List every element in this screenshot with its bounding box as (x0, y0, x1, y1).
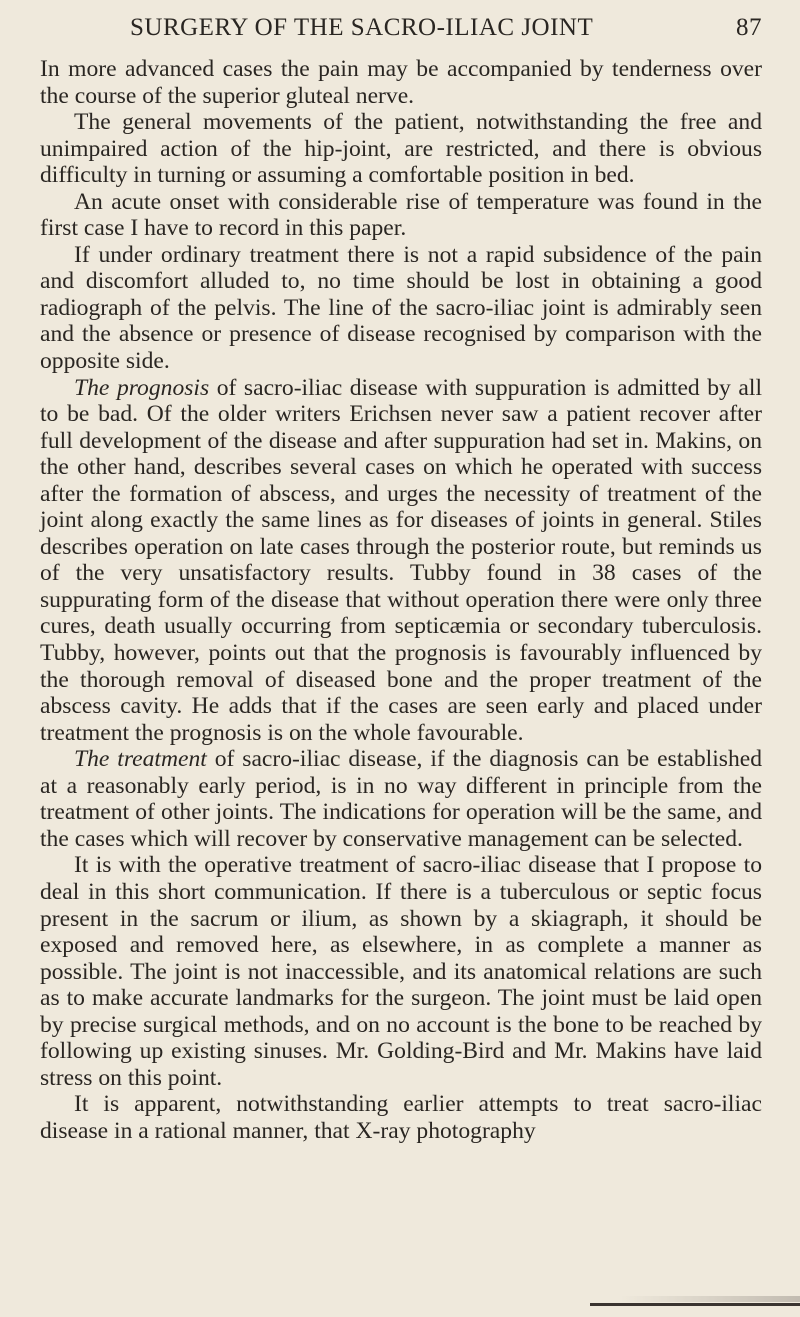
paragraph-xray (40, 1091, 762, 1144)
body-text (40, 56, 762, 1144)
paragraph-text: An acute onset with considerable rise of temperature was found in the first case I have to record in this paper. (40, 188, 762, 242)
page-edge-shadow (620, 1296, 800, 1302)
paragraph-acute-onset (40, 189, 762, 242)
paragraph-text: of sacro-iliac disease with suppuration is admitted by all to be bad. Of the older writers Erichsen never saw a patient recover after full development of the disease and after suppuration had set in. Makins, on the other hand, describes several cases on which he operated with success after the formation of abscess, and urges the necessity of treatment of the joint along exactly the same lines as for diseases of joints in general. Stiles describes operation on late cases through the posterior route, but reminds us of the very unsatisfactory results. Tubby found in 38 cases of the suppurating form of the disease that without operation there were only three cures, death usually occurring from septicæmia or secondary tuberculosis. Tubby, however, points out that the prognosis is favourably influenced by the thorough removal of diseased bone and the proper treatment of the abscess cavity. He adds that if the cases are seen early and placed under treatment the prognosis is on the whole favourable. (40, 374, 762, 746)
paragraph-treatment (40, 746, 762, 852)
paragraph-text: of sacro-iliac disease, if the diagnosis can be established at a reasonably early period, is in no way different in principle from the treatment of other joints. The indications for operation will be the same, and the cases which will recover by conservative management can be selected. (40, 746, 763, 852)
paragraph-text: It is apparent, notwithstanding earlier attempts to treat sacro-iliac disease in a rational manner, that X-ray photography (40, 1091, 762, 1144)
paragraph-text: If under ordinary treatment there is not a rapid subsidence of the pain and discomfort alluded to, no time should be lost in obtaining a good radiograph of the pelvis. The line of the sacro-iliac joint is admirably seen and the absence or presence of disease recognised by comparison with the opposite side. (40, 241, 762, 375)
running-head (40, 14, 762, 50)
paragraph-radiograph (40, 242, 762, 375)
paragraph-text: In more advanced cases the pain may be accompanied by tenderness over the course of the superior gluteal nerve. (40, 56, 762, 109)
italic-heading-prognosis: The prognosis (74, 374, 210, 401)
running-title: SURGERY OF THE SACRO-ILIAC JOINT (130, 14, 594, 41)
paragraph-prognosis (40, 375, 762, 747)
paragraph-tenderness (40, 56, 762, 109)
page-number: 87 (736, 14, 762, 41)
italic-heading-treatment: The treatment (74, 746, 207, 773)
paragraph-operative (40, 852, 762, 1091)
paragraph-movements (40, 109, 762, 189)
page-edge-rule (590, 1303, 800, 1306)
paragraph-text: The general movements of the patient, notwithstanding the free and unimpaired action of the hip-joint, are restricted, and there is obvious difficulty in turning or assuming a comfortable position in bed. (40, 109, 762, 189)
paragraph-text: It is with the operative treatment of sacro-iliac disease that I propose to deal in this short communication. If there is a tuberculous or septic focus present in the sacrum or ilium, as shown by a skiagraph, it should be exposed and removed here, as elsewhere, in as complete a manner as possible. The joint is not inaccessible, and its anatomical relations are such as to make accurate landmarks for the surgeon. The joint must be laid open by precise surgical methods, and on no account is the bone to be reached by following up existing sinuses. Mr. Golding-Bird and Mr. Makins have laid stress on this point. (40, 852, 762, 1091)
